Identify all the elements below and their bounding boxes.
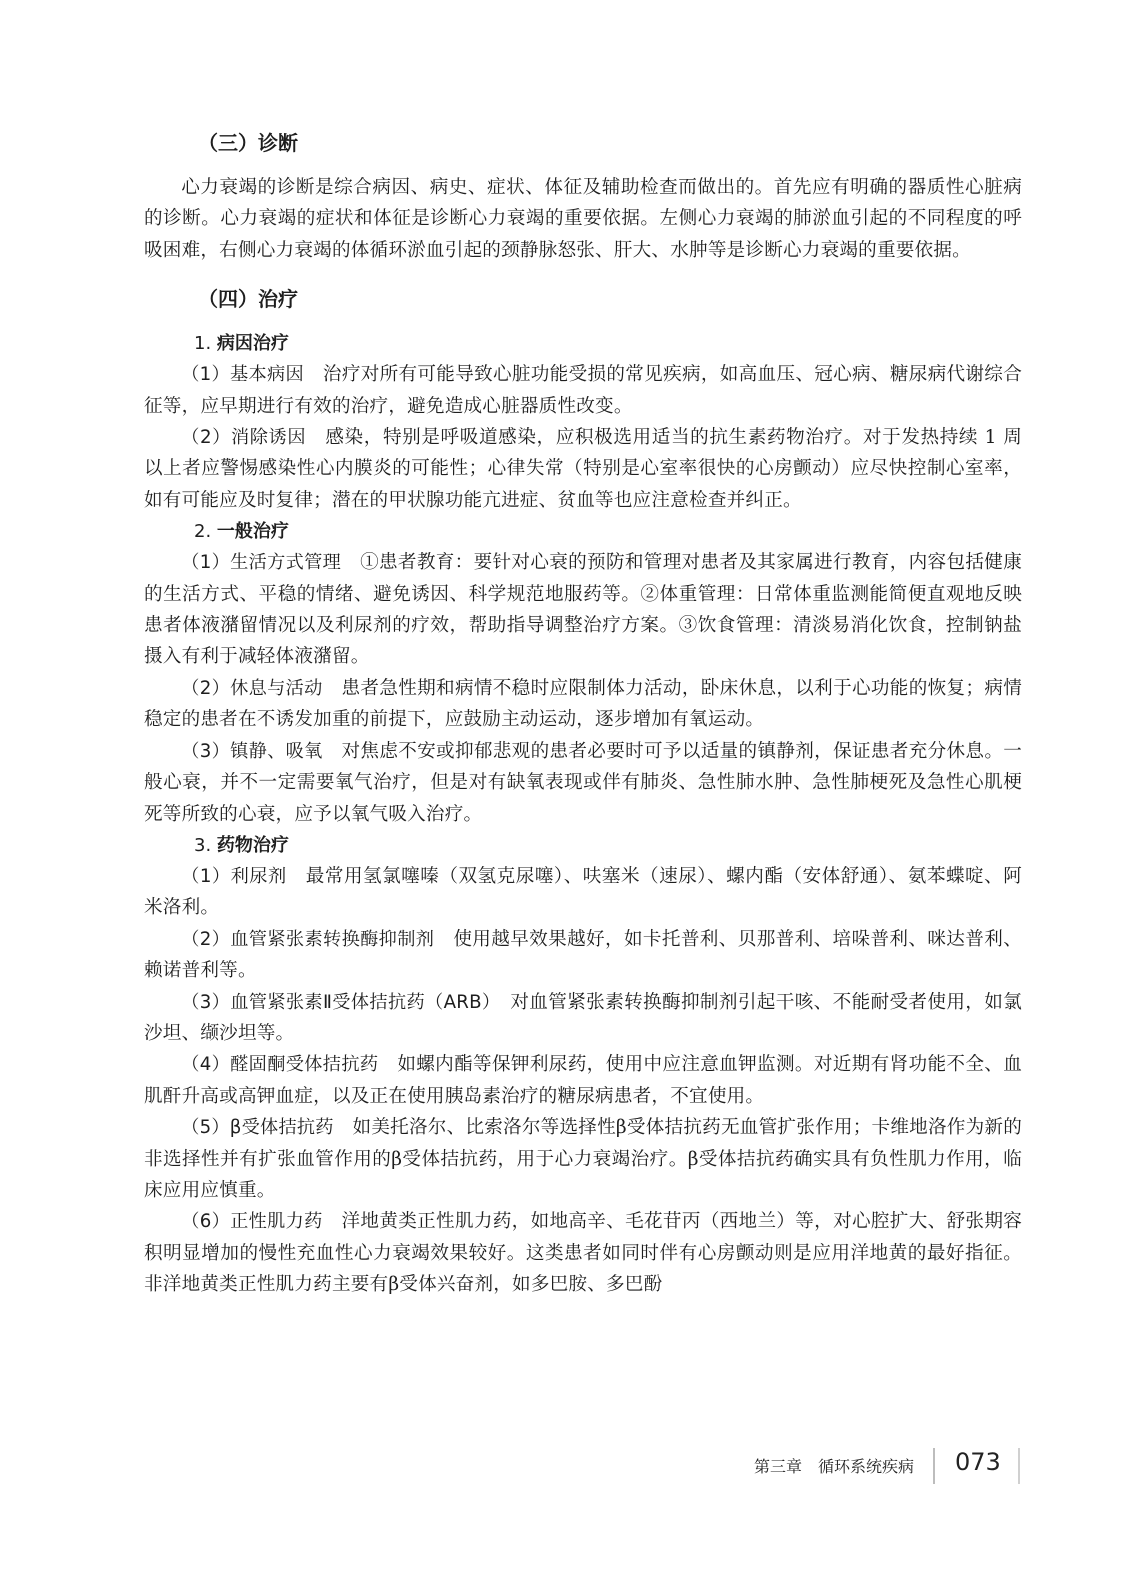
subheading-title: 药物治疗 — [216, 834, 289, 856]
item-lead: （1）基本病因 — [181, 364, 305, 386]
subheading-title: 病因治疗 — [216, 333, 289, 355]
item-text: 洋地黄类正性肌力药，如地高辛、毛花苷丙（西地兰）等，对心腔扩大、舒张期容积明显增加的慢性充血性心力衰竭效果较好。这类患者如同时伴有心房颤动则是应用洋地黄的最好指征。非洋地黄类正性肌力药主要有β受体兴奋剂，如多巴胺、多巴酚 — [144, 1211, 1023, 1296]
item-lead: （1）生活方式管理 — [181, 552, 342, 574]
paragraph-general-2 — [144, 673, 1022, 736]
item-lead: （2）休息与活动 — [181, 677, 323, 699]
paragraph-drug-5 — [144, 1112, 1022, 1206]
paragraph-drug-2 — [144, 924, 1022, 987]
subheading-number: 1. — [194, 333, 212, 355]
diagnosis-paragraph: 心力衰竭的诊断是综合病因、病史、症状、体征及辅助检查而做出的。首先应有明确的器质性心脏病的诊断。心力衰竭的症状和体征是诊断心力衰竭的重要依据。左侧心力衰竭的肺淤血引起的不同程度的呼吸困难，右侧心力衰竭的体循环淤血引起的颈静脉怒张、肝大、水肿等是诊断心力衰竭的重要依据。 — [144, 177, 1022, 261]
item-lead: （1）利尿剂 — [181, 865, 287, 887]
page-number: 073 — [955, 1448, 1001, 1476]
paragraph-etiology-1 — [144, 359, 1022, 422]
chapter-title: 第三章 循环系统疾病 — [753, 1457, 914, 1476]
item-lead: （3）镇静、吸氧 — [181, 740, 323, 762]
item-lead: （4）醛固酮受体拮抗药 — [181, 1054, 379, 1076]
paragraph-general-3 — [144, 736, 1022, 830]
item-lead: （5）β受体拮抗药 — [181, 1117, 334, 1139]
item-text: 对血管紧张素转换酶抑制剂引起干咳、不能耐受者使用，如氯沙坦、缬沙坦等。 — [144, 991, 1023, 1044]
paragraph-drug-3 — [144, 987, 1022, 1050]
subheading-etiology — [144, 328, 1022, 359]
item-text: 如螺内酯等保钾利尿药，使用中应注意血钾监测。对近期有肾功能不全、血肌酐升高或高钾血症，以及正在使用胰岛素治疗的糖尿病患者，不宜使用。 — [144, 1054, 1022, 1107]
section-heading-treatment: （四）治疗 — [198, 287, 298, 312]
item-text: 使用越早效果越好，如卡托普利、贝那普利、培哚普利、咪达普利、赖诺普利等。 — [144, 928, 1022, 982]
item-lead: （2）血管紧张素转换酶抑制剂 — [181, 928, 435, 950]
item-lead: （2）消除诱因 — [181, 427, 307, 449]
footer-edge-rule — [1018, 1448, 1020, 1484]
item-text: 感染，特别是呼吸道感染，应积极选用适当的抗生素药物治疗。对于发热持续 1 周以上者应警惕感染性心内膜炎的可能性；心律失常（特别是心室率很快的心房颤动）应尽快控制心室率，如有可能应及时复律；潜在的甲状腺功能亢进症、贫血等也应注意检查并纠正。 — [144, 427, 1022, 511]
page-footer — [0, 1448, 1127, 1486]
subheading-number: 2. — [194, 521, 212, 543]
item-text: 治疗对所有可能导致心脏功能受损的常见疾病，如高血压、冠心病、糖尿病代谢综合征等，应早期进行有效的治疗，避免造成心脏器质性改变。 — [144, 364, 1022, 417]
paragraph-drug-4 — [144, 1049, 1022, 1112]
paragraph-drug-6 — [144, 1206, 1022, 1300]
paragraph-drug-1 — [144, 861, 1022, 924]
item-lead: （6）正性肌力药 — [181, 1211, 323, 1233]
item-text: 患者急性期和病情不稳时应限制体力活动，卧床休息，以利于心功能的恢复；病情稳定的患者在不诱发加重的前提下，应鼓励主动运动，逐步增加有氧运动。 — [144, 677, 1023, 731]
item-text: ①患者教育：要针对心衰的预防和管理对患者及其家属进行教育，内容包括健康的生活方式、平稳的情绪、避免诱因、科学规范地服药等。②体重管理：日常体重监测能简便直观地反映患者体液潴留情况以及利尿剂的疗效，帮助指导调整治疗方案。③饮食管理：清淡易消化饮食，控制钠盐摄入有利于减轻体液潴留。 — [144, 552, 1022, 668]
item-text: 最常用氢氯噻嗪（双氢克尿噻）、呋塞米（速尿）、螺内酯（安体舒通）、氨苯蝶啶、阿米洛利。 — [144, 865, 1022, 919]
section-heading-diagnosis: （三）诊断 — [198, 131, 298, 155]
subheading-drug — [144, 830, 1022, 861]
subheading-title: 一般治疗 — [216, 521, 289, 543]
paragraph-etiology-2 — [144, 422, 1022, 516]
subheading-number: 3. — [194, 834, 212, 856]
paragraph-general-1 — [144, 547, 1022, 673]
page-content — [144, 128, 1022, 1301]
subheading-general — [144, 516, 1022, 547]
footer-divider — [933, 1448, 935, 1484]
item-lead: （3）血管紧张素Ⅱ受体拮抗药（ARB） — [181, 991, 492, 1013]
item-text: 对焦虑不安或抑郁悲观的患者必要时可予以适量的镇静剂，保证患者充分休息。一般心衰，并不一定需要氧气治疗，但是对有缺氧表现或伴有肺炎、急性肺水肿、急性肺梗死及急性心肌梗死等所致的心衰，应予以氧气吸入治疗。 — [144, 740, 1023, 825]
item-text: 如美托洛尔、比索洛尔等选择性β受体拮抗药无血管扩张作用；卡维地洛作为新的非选择性并有扩张血管作用的β受体拮抗药，用于心力衰竭治疗。β受体拮抗药确实具有负性肌力作用，临床应用应慎重。 — [144, 1117, 1023, 1201]
